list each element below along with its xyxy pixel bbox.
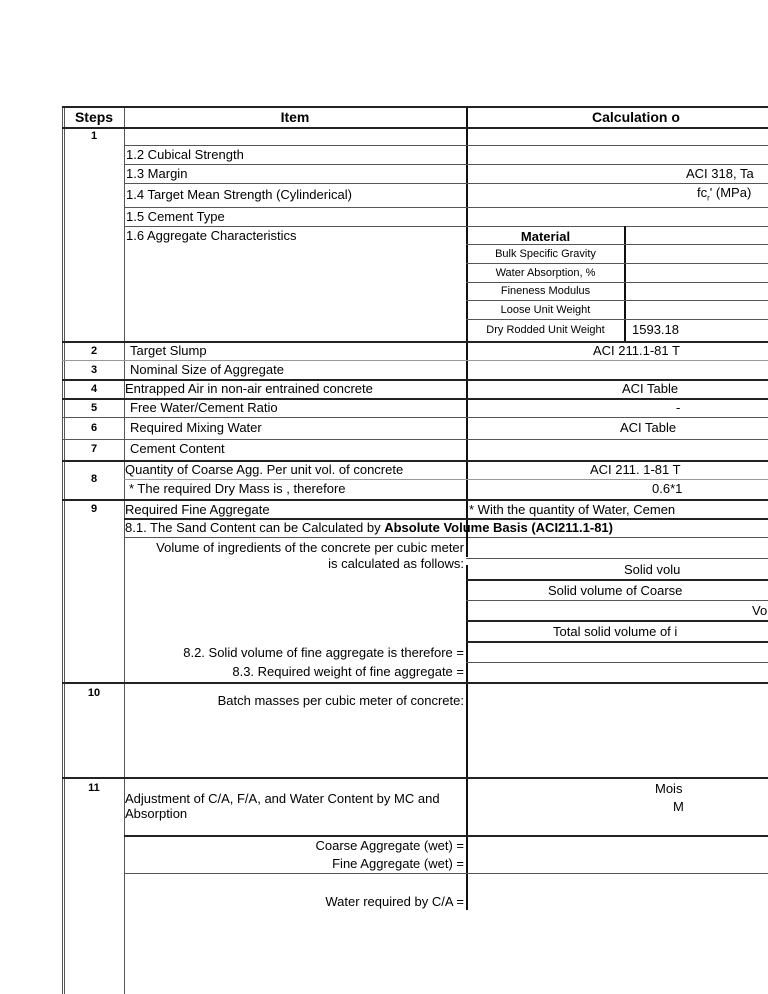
- row-divider: [124, 183, 768, 184]
- coarse-quantity-reference: ACI 211. 1-81 T: [590, 462, 681, 477]
- table-top-border: [62, 106, 768, 108]
- table-left-border: [62, 107, 63, 994]
- volume-ingredients-line2: is calculated as follows:: [328, 556, 464, 571]
- entrapped-air-reference: ACI Table: [622, 381, 679, 396]
- step-divider: [62, 439, 768, 440]
- dry-rodded-unit-weight-value: 1593.18: [632, 322, 679, 337]
- header-item: Item: [280, 109, 310, 125]
- material-row-divider: [466, 244, 768, 245]
- volume-label: Vo: [752, 603, 768, 618]
- material-label-loose-unit-weight: Loose Unit Weight: [500, 304, 591, 316]
- row-divider: [466, 662, 768, 663]
- item-target-slump: Target Slump: [130, 343, 207, 358]
- step-number-10: 10: [87, 687, 101, 699]
- row-divider: [466, 641, 768, 643]
- step-divider: [62, 360, 768, 361]
- adjustment-line2: Absorption: [125, 806, 188, 821]
- mixing-water-reference: ACI Table: [620, 420, 677, 435]
- table-left-border-inner: [64, 107, 65, 994]
- item-cement-content: Cement Content: [130, 441, 225, 456]
- step-number-7: 7: [90, 443, 98, 455]
- calc-divider: [466, 537, 468, 557]
- solid-volume-label: Solid volu: [624, 562, 681, 577]
- row-divider: [466, 600, 768, 601]
- moisture-label-line2: M: [673, 799, 684, 814]
- fc-unit: ' (MPa): [709, 185, 752, 200]
- item-margin: 1.3 Margin: [126, 166, 188, 181]
- item-column-divider-lower: [466, 565, 468, 910]
- dry-mass-formula: 0.6*1: [652, 481, 683, 496]
- margin-reference: ACI 318, Ta: [686, 166, 754, 181]
- total-solid-volume-label: Total solid volume of i: [553, 624, 678, 639]
- row-divider: [124, 226, 768, 227]
- row-divider: [124, 207, 768, 208]
- header-calculation: Calculation o: [592, 109, 680, 125]
- batch-masses-label: Batch masses per cubic meter of concrete:: [217, 693, 464, 708]
- row-divider: [466, 558, 768, 559]
- solid-volume-coarse-label: Solid volume of Coarse: [548, 583, 683, 598]
- step-divider: [62, 417, 768, 418]
- material-label-water-absorption: Water Absorption, %: [495, 267, 596, 279]
- fc-label: fc: [697, 185, 708, 200]
- sand-content-prefix: 8.1. The Sand Content can be Calculated by: [125, 520, 385, 535]
- solid-volume-fine: 8.2. Solid volume of fine aggregate is therefore =: [183, 645, 464, 660]
- step-number-5: 5: [90, 402, 98, 414]
- volume-ingredients-line1: Volume of ingredients of the concrete per cubic meter: [156, 540, 464, 555]
- item-mixing-water: Required Mixing Water: [130, 420, 262, 435]
- target-mean-unit: [697, 185, 751, 206]
- row-divider: [124, 873, 768, 874]
- adjustment-line1: Adjustment of C/A, F/A, and Water Content by MC and: [125, 791, 440, 806]
- coarse-aggregate-wet: Coarse Aggregate (wet) =: [315, 838, 464, 853]
- row-divider: [466, 620, 768, 622]
- target-slump-reference: ACI 211.1-81 T: [593, 343, 680, 358]
- item-fine-aggregate: Required Fine Aggregate: [125, 502, 270, 517]
- step-divider: [62, 777, 768, 779]
- row-divider: [124, 145, 768, 146]
- material-row-divider: [466, 300, 768, 301]
- item-cement-type: 1.5 Cement Type: [126, 209, 225, 224]
- step-number-6: 6: [90, 422, 98, 434]
- item-aggregate-characteristics: 1.6 Aggregate Characteristics: [126, 228, 297, 243]
- step-number-8: 8: [90, 473, 98, 485]
- step-number-11: 11: [88, 782, 100, 794]
- required-weight-fine: 8.3. Required weight of fine aggregate =: [232, 664, 464, 679]
- material-label-bulk-specific-gravity: Bulk Specific Gravity: [495, 248, 596, 260]
- step-number-3: 3: [90, 364, 98, 376]
- row-divider: [124, 537, 768, 538]
- step-number-9: 9: [90, 503, 98, 515]
- material-row-divider: [466, 263, 768, 264]
- header-steps: Steps: [74, 109, 114, 125]
- item-coarse-quantity: Quantity of Coarse Agg. Per unit vol. of concrete: [125, 462, 404, 477]
- step-divider: [62, 499, 768, 501]
- material-row-divider: [466, 319, 768, 320]
- sand-content-heading: [125, 520, 613, 535]
- item-entrapped-air: Entrapped Air in non-air entrained concrete: [125, 381, 373, 396]
- item-dry-mass: * The required Dry Mass is , therefore: [129, 481, 346, 496]
- row-divider: [124, 479, 768, 480]
- moisture-label-line1: Mois: [655, 781, 683, 796]
- item-nominal-size: Nominal Size of Aggregate: [130, 362, 284, 377]
- item-cubical-strength: 1.2 Cubical Strength: [126, 147, 244, 162]
- row-divider: [124, 164, 768, 165]
- item-wc-ratio: Free Water/Cement Ratio: [130, 400, 278, 415]
- wc-ratio-reference: -: [676, 400, 681, 415]
- step-number-2: 2: [90, 345, 98, 357]
- step-number-4: 4: [90, 383, 98, 395]
- fine-aggregate-wet: Fine Aggregate (wet) =: [332, 856, 464, 871]
- fine-aggregate-note: * With the quantity of Water, Cemen: [469, 502, 676, 517]
- material-label-dry-rodded-unit-weight: Dry Rodded Unit Weight: [486, 324, 605, 336]
- water-required-ca: Water required by C/A =: [325, 894, 464, 909]
- step-number-1: 1: [90, 130, 98, 142]
- item-target-mean-strength: 1.4 Target Mean Strength (Cylinderical): [126, 187, 352, 202]
- material-row-divider: [466, 282, 768, 283]
- sand-content-method: Absolute Volume Basis (ACI211.1-81): [384, 520, 613, 535]
- material-label-fineness-modulus: Fineness Modulus: [500, 285, 591, 297]
- header-bottom: [62, 127, 768, 129]
- step-divider: [62, 682, 768, 684]
- row-divider: [466, 579, 768, 581]
- fc-subscript: r: [707, 193, 710, 203]
- row-divider: [124, 835, 768, 837]
- material-header: Material: [520, 229, 571, 244]
